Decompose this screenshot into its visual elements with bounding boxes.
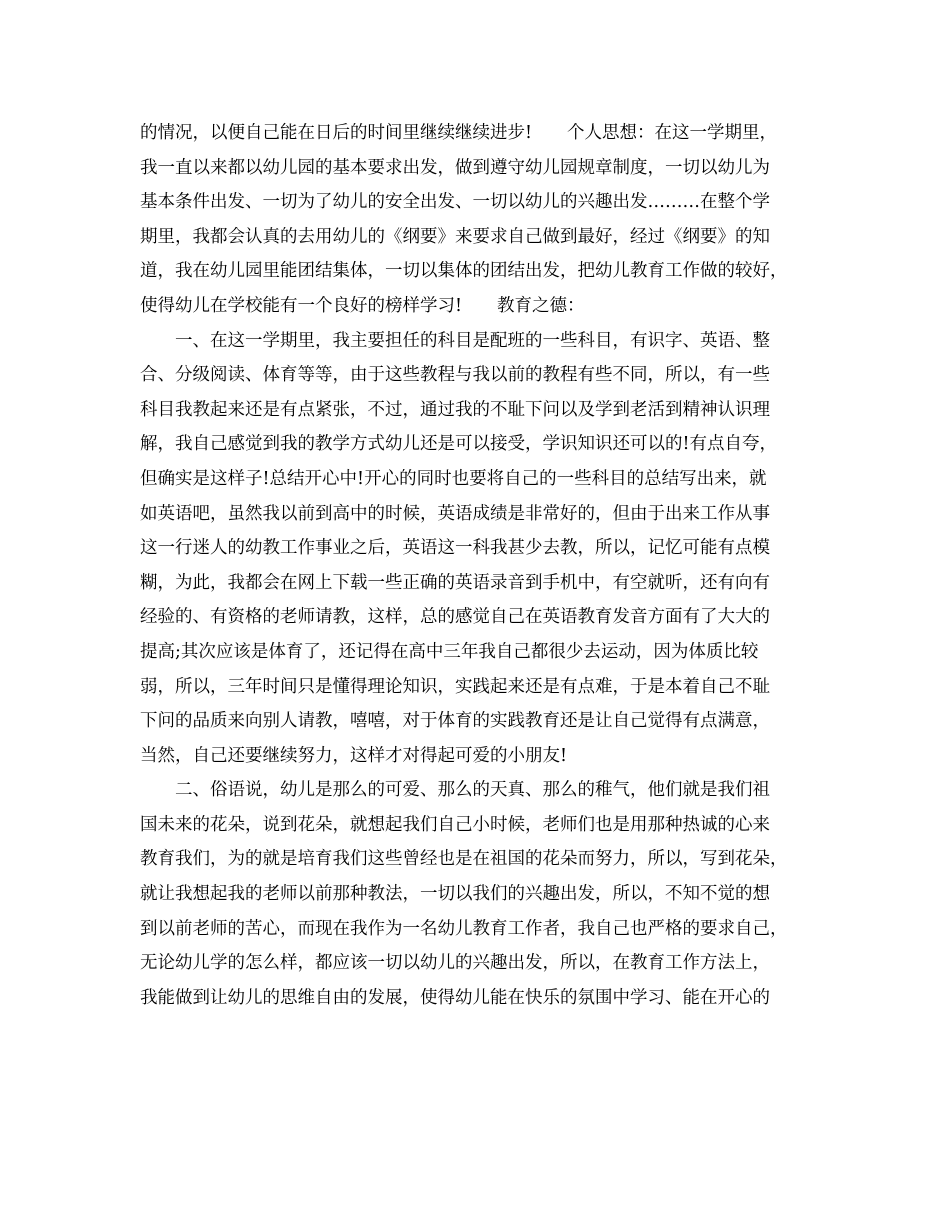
text-line: 科目我教起来还是有点紧张，不过，通过我的不耻下问以及学到老活到精神认识理 [140,399,770,420]
text-line: 一、在这一学期里，我主要担任的科目是配班的一些科目，有识字、英语、整 [140,330,770,351]
text-line: 无论幼儿学的怎么样，都应该一切以幼儿的兴趣出发，所以，在教育工作方法上， [140,953,770,974]
text-line: 教育我们，为的就是培育我们这些曾经也是在祖国的花朵而努力，所以，写到花朵， [140,849,788,870]
text-line: 糊，为此，我都会在网上下载一些正确的英语录音到手机中，有空就听，还有向有 [140,572,770,593]
text-line: 期里，我都会认真的去用幼儿的《纲要》来要求自己做到最好，经过《纲要》的知 [140,226,770,247]
text-line: 弱，所以，三年时间只是懂得理论知识，实践起来还是有点难，于是本着自己不耻 [140,676,770,697]
text-line: 使得幼儿在学校能有一个良好的榜样学习! 教育之德： [140,295,585,316]
text-line: 经验的、有资格的老师请教，这样，总的感觉自己在英语教育发音方面有了大大的 [140,607,770,628]
text-line: 就让我想起我的老师以前那种教法，一切以我们的兴趣出发，所以，不知不觉的想 [140,884,770,905]
text-line: 这一行迷人的幼教工作事业之后，英语这一科我甚少去教，所以，记忆可能有点模 [140,538,770,559]
text-line: 当然，自己还要继续努力，这样才对得起可爱的小朋友! [140,745,568,766]
text-line: 如英语吧，虽然我以前到高中的时候，英语成绩是非常好的，但由于出来工作从事 [140,503,770,524]
text-line: 二、俗语说，幼儿是那么的可爱、那么的天真、那么的稚气，他们就是我们祖 [140,780,770,801]
text-line: 我能做到让幼儿的思维自由的发展，使得幼儿能在快乐的氛围中学习、能在开心的 [140,987,770,1008]
text-line: 解，我自己感觉到我的教学方式幼儿还是可以接受，学识知识还可以的!有点自夸， [140,434,778,455]
text-line: 基本条件出发、一切为了幼儿的安全出发、一切以幼儿的兴趣出发………在整个学 [140,192,770,213]
document-body [140,116,812,1015]
text-line: 下问的品质来向别人请教，嘻嘻，对于体育的实践教育还是让自己觉得有点满意， [140,711,770,732]
text-line: 合、分级阅读、体育等等，由于这些教程与我以前的教程有些不同，所以，有一些 [140,365,770,386]
text-line: 道，我在幼儿园里能团结集体，一切以集体的团结出发，把幼儿教育工作做的较好， [140,261,788,282]
text-line: 的情况，以便自己能在日后的时间里继续继续进步! 个人思想：在这一学期里， [140,123,778,143]
text-line: 提高;其次应该是体育了，还记得在高中三年我自己都很少去运动，因为体质比较 [140,641,759,662]
text-line: 我一直以来都以幼儿园的基本要求出发，做到遵守幼儿园规章制度，一切以幼儿为 [140,157,770,178]
text-line: 但确实是这样子!总结开心中!开心的同时也要将自己的一些科目的总结写出来，就 [140,468,767,489]
text-line: 国未来的花朵，说到花朵，就想起我们自己小时候，老师们也是用那种热诚的心来 [140,814,770,835]
text-line: 到以前老师的苦心，而现在我作为一名幼儿教育工作者，我自己也严格的要求自己， [140,918,788,939]
